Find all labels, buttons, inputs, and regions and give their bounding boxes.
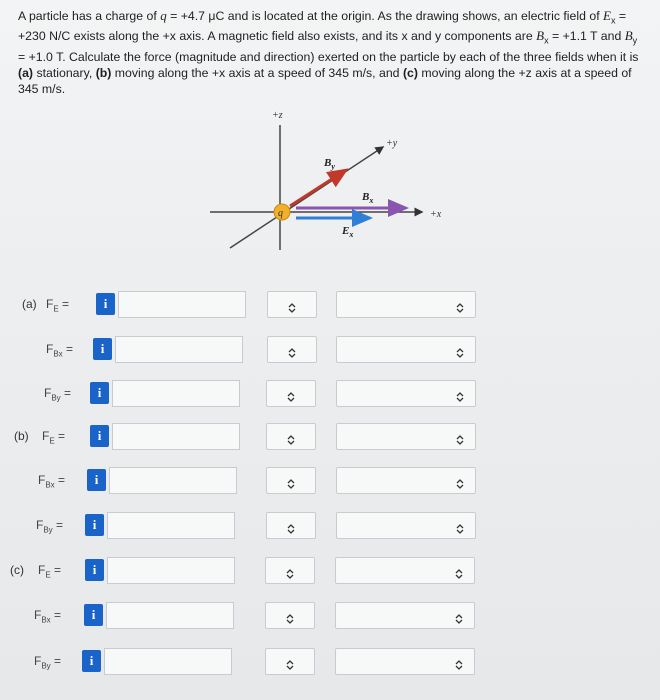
force-value-input[interactable] bbox=[104, 648, 232, 675]
chevron-updown-icon bbox=[456, 300, 464, 310]
by-label: $B_y$ bbox=[324, 157, 335, 171]
chevron-updown-icon bbox=[455, 611, 463, 621]
direction-dropdown[interactable] bbox=[336, 380, 476, 407]
by-arrow bbox=[290, 170, 346, 206]
force-value-input[interactable] bbox=[115, 336, 243, 363]
direction-dropdown[interactable] bbox=[335, 557, 475, 584]
chevron-updown-icon bbox=[288, 345, 296, 355]
part-label: (c) bbox=[10, 563, 24, 577]
force-label: $F_{Bx}$ = bbox=[38, 473, 66, 490]
force-label: $F_{By}$ = bbox=[34, 654, 62, 671]
bx-label: $B_x$ bbox=[362, 191, 374, 205]
ex-label: $E_x$ bbox=[342, 225, 354, 239]
direction-dropdown[interactable] bbox=[336, 512, 476, 539]
direction-dropdown[interactable] bbox=[336, 423, 476, 450]
chevron-updown-icon bbox=[456, 521, 464, 531]
force-value-input[interactable] bbox=[107, 557, 235, 584]
chevron-updown-icon bbox=[287, 389, 295, 399]
chevron-updown-icon bbox=[287, 476, 295, 486]
direction-dropdown[interactable] bbox=[335, 648, 475, 675]
problem-statement bbox=[18, 8, 643, 97]
info-button[interactable]: i bbox=[82, 650, 101, 672]
direction-dropdown[interactable] bbox=[336, 291, 476, 318]
direction-dropdown[interactable] bbox=[336, 336, 476, 363]
force-label: $F_{By}$ = bbox=[44, 386, 72, 403]
answer-row bbox=[0, 556, 660, 586]
units-dropdown[interactable] bbox=[265, 602, 315, 629]
answer-row bbox=[0, 290, 660, 320]
force-value-input[interactable] bbox=[109, 467, 237, 494]
units-dropdown[interactable] bbox=[266, 380, 316, 407]
field-diagram bbox=[200, 100, 480, 260]
force-label: $F_E$ = bbox=[46, 297, 70, 314]
chevron-updown-icon bbox=[287, 432, 295, 442]
answer-row bbox=[0, 601, 660, 631]
info-button[interactable]: i bbox=[90, 425, 109, 447]
chevron-updown-icon bbox=[456, 389, 464, 399]
force-label: $F_E$ = bbox=[38, 563, 62, 580]
units-dropdown[interactable] bbox=[266, 467, 316, 494]
info-button[interactable]: i bbox=[90, 382, 109, 404]
answer-row bbox=[0, 511, 660, 541]
units-dropdown[interactable] bbox=[266, 512, 316, 539]
chevron-updown-icon bbox=[455, 657, 463, 667]
answer-row bbox=[0, 335, 660, 365]
info-button[interactable]: i bbox=[93, 338, 112, 360]
force-value-input[interactable] bbox=[107, 512, 235, 539]
force-value-input[interactable] bbox=[112, 423, 240, 450]
units-dropdown[interactable] bbox=[265, 648, 315, 675]
info-button[interactable]: i bbox=[85, 559, 104, 581]
y-axis-label: +y bbox=[386, 138, 398, 149]
force-label: $F_{Bx}$ = bbox=[34, 608, 62, 625]
chevron-updown-icon bbox=[455, 566, 463, 576]
z-axis-label: +z bbox=[272, 110, 283, 121]
units-dropdown[interactable] bbox=[267, 336, 317, 363]
answer-row bbox=[0, 422, 660, 452]
info-button[interactable]: i bbox=[84, 604, 103, 626]
chevron-updown-icon bbox=[456, 476, 464, 486]
units-dropdown[interactable] bbox=[265, 557, 315, 584]
chevron-updown-icon bbox=[456, 432, 464, 442]
chevron-updown-icon bbox=[286, 611, 294, 621]
problem-text: A particle has a charge of q = +4.7 μC and is located at the origin. As the drawing shows, an electric field of $E_x = +230$ N/C exists along the +x axis. A magnetic field also exists, and its x and y components are $B_x = +1.1$ T and $B_y = +1.0$ T. Calculate the force (magnitude and direction) exerted on the particle by each of the three fields when it is (a) stationary, (b) moving along the +x axis at a speed of 345 m/s, and (c) moving along the +z axis at a speed of 345 m/s. bbox=[18, 8, 639, 96]
force-label: $F_{Bx}$ = bbox=[46, 342, 74, 359]
q-label: q bbox=[278, 208, 283, 219]
force-label: $F_E$ = bbox=[42, 429, 66, 446]
part-label: (b) bbox=[14, 429, 29, 443]
chevron-updown-icon bbox=[286, 657, 294, 667]
units-dropdown[interactable] bbox=[267, 291, 317, 318]
info-button[interactable]: i bbox=[85, 514, 104, 536]
info-button[interactable]: i bbox=[87, 469, 106, 491]
chevron-updown-icon bbox=[288, 300, 296, 310]
force-label: $F_{By}$ = bbox=[36, 518, 64, 535]
part-label: (a) bbox=[22, 297, 37, 311]
direction-dropdown[interactable] bbox=[336, 467, 476, 494]
chevron-updown-icon bbox=[286, 566, 294, 576]
answer-row bbox=[0, 379, 660, 409]
force-value-input[interactable] bbox=[118, 291, 246, 318]
answer-row bbox=[0, 647, 660, 677]
info-button[interactable]: i bbox=[96, 293, 115, 315]
force-value-input[interactable] bbox=[112, 380, 240, 407]
chevron-updown-icon bbox=[287, 521, 295, 531]
answer-row bbox=[0, 466, 660, 496]
units-dropdown[interactable] bbox=[266, 423, 316, 450]
direction-dropdown[interactable] bbox=[335, 602, 475, 629]
y-axis bbox=[230, 147, 383, 248]
chevron-updown-icon bbox=[456, 345, 464, 355]
force-value-input[interactable] bbox=[106, 602, 234, 629]
x-axis-label: +x bbox=[430, 209, 442, 220]
